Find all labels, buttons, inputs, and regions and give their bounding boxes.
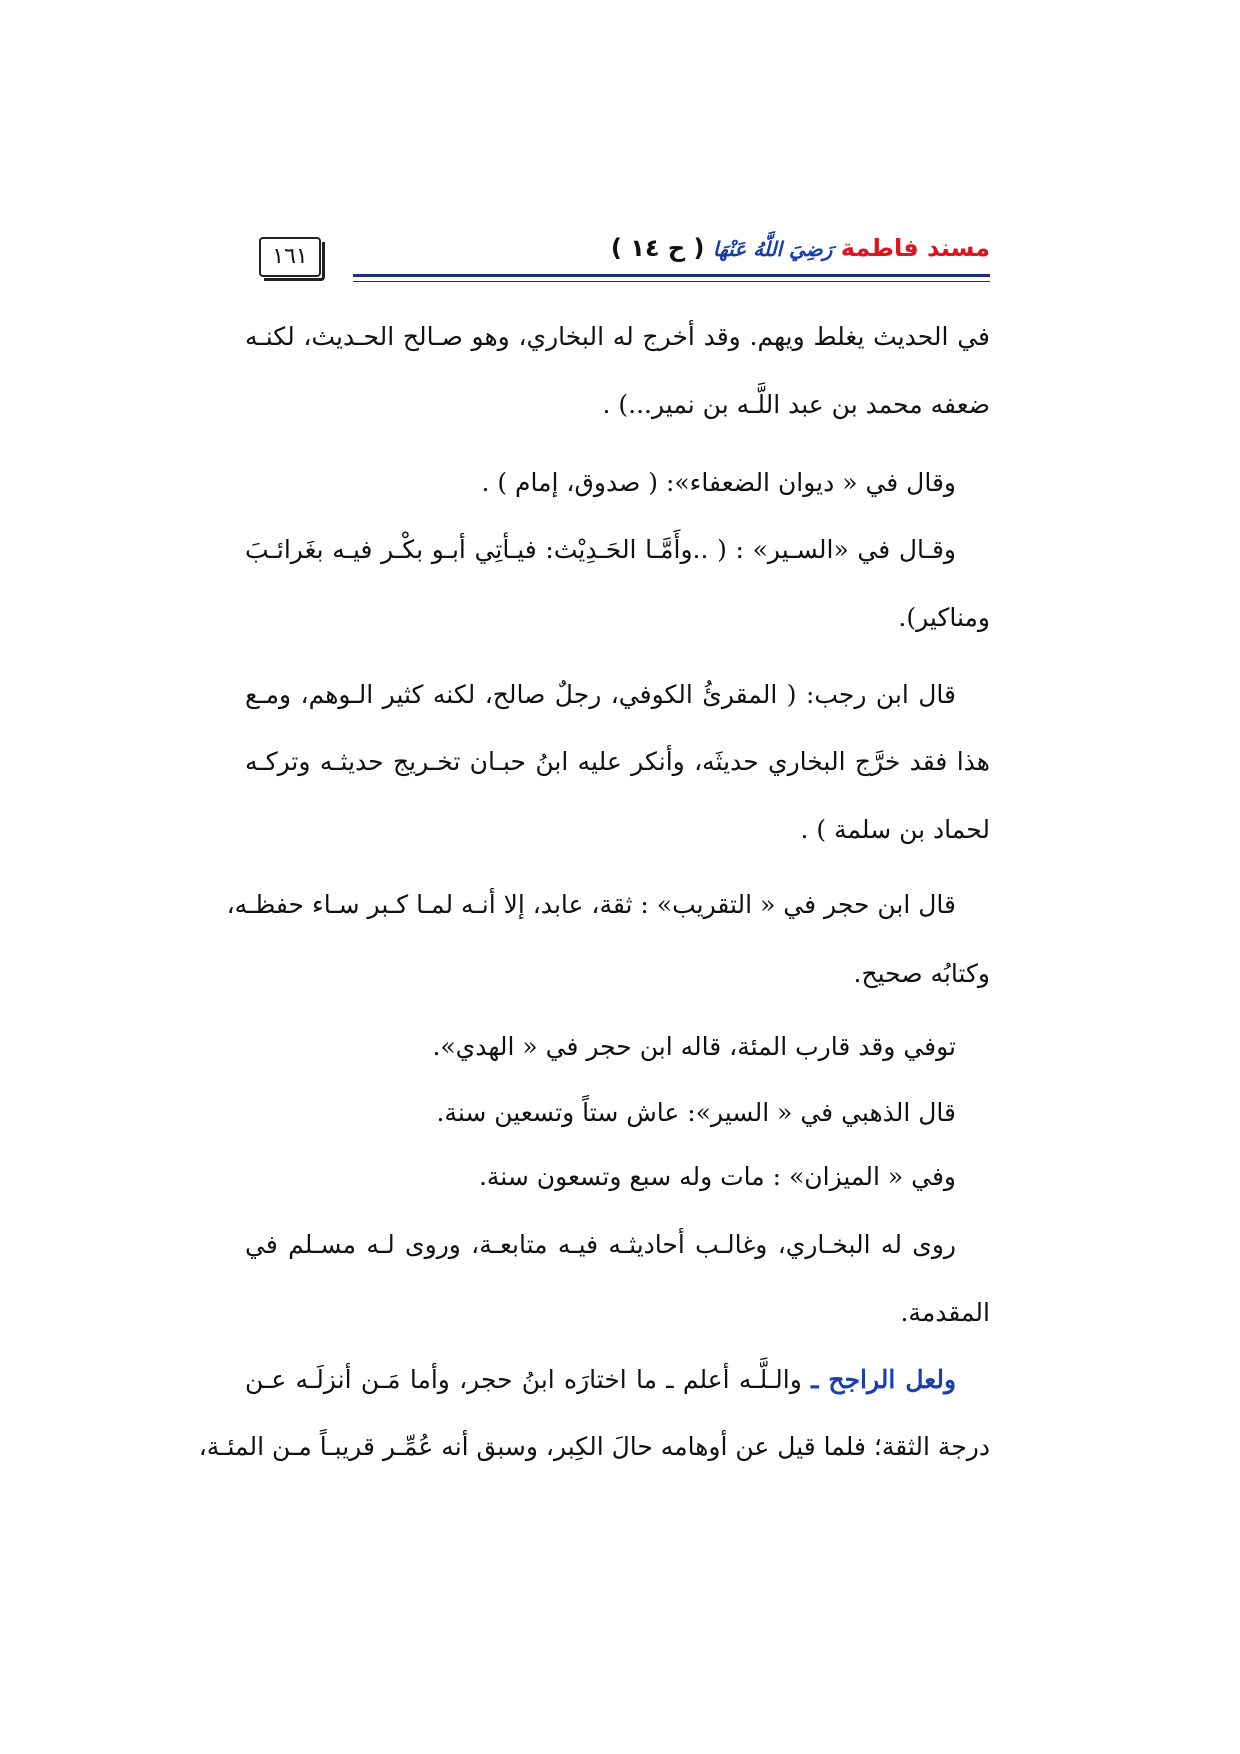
page-number: ١٦١ <box>272 244 308 269</box>
book-title: مسند فاطمة <box>840 234 990 262</box>
text-line: روى له البخـاري، وغالـب أحاديثـه فيـه متابعـة، وروى لـه مسـلم في <box>245 1230 956 1259</box>
hadith-number: ( ح ١٤ ) <box>610 234 705 262</box>
text-line: لحماد بن سلمة ) . <box>800 815 990 844</box>
running-title <box>611 234 990 262</box>
text-line: هذا فقد خرَّج البخاري حديثَه، وأنكر عليه ابنُ حبـان تخـريج حديثـه وتركـه <box>245 747 990 776</box>
text-line: في الحديث يغلط ويهم. وقد أخرج له البخاري، وهو صـالح الحـديث، لكنـه <box>245 322 990 351</box>
text-line: توفي وقد قارب المئة، قاله ابن حجر في « الهدي». <box>432 1032 956 1061</box>
text-line-rest: والـلَّـه أعلم ـ ما اختارَه ابنُ حجر، وأما مَـن أنزلَـه عـن <box>245 1365 802 1394</box>
text-line: وقال في « ديوان الضعفاء»: ( صدوق، إمام ) . <box>481 468 956 497</box>
text-line: وفي « الميزان» : مات وله سبع وتسعون سنة. <box>478 1162 956 1191</box>
text-line: وكتابُه صحيح. <box>853 959 990 988</box>
text-line: ومناكير). <box>898 603 990 632</box>
text-line: وقـال في «السـير» : ( ..وأَمَّـا الحَـدِيْث: فيـأتِي أبـو بكْـر فيـه بغَرائـبَ <box>245 535 956 564</box>
text-line: قال الذهبي في « السير»: عاش ستاً وتسعين سنة. <box>436 1098 956 1127</box>
text-line: قال ابن رجب: ( المقرئُ الكوفي، رجلٌ صالح، لكنه كثير الـوهم، ومـع <box>245 680 956 709</box>
page-header <box>255 232 990 292</box>
honorific: رَضِيَ اللَّهُ عَنْهَا <box>712 237 833 261</box>
page-number-frame <box>259 237 321 277</box>
text-line: قال ابن حجر في « التقريب» : ثقة، عابد، إلا أنـه لمـا كـبر سـاء حفظـه، <box>226 890 956 919</box>
text-line: درجة الثقة؛ فلما قيل عن أوهامه حالَ الكِبر، وسبق أنه عُمِّـر قريبـاً مـن المئـة، <box>198 1432 990 1461</box>
header-rule-thin <box>353 281 990 282</box>
header-rule <box>353 274 990 277</box>
text-line: ضعفه محمد بن عبد اللَّـه بن نمير...) . <box>602 390 990 419</box>
text-line: المقدمة. <box>900 1298 990 1327</box>
text-line <box>245 1360 956 1400</box>
highlight-phrase: ولعل الراجح ـ <box>811 1365 957 1394</box>
